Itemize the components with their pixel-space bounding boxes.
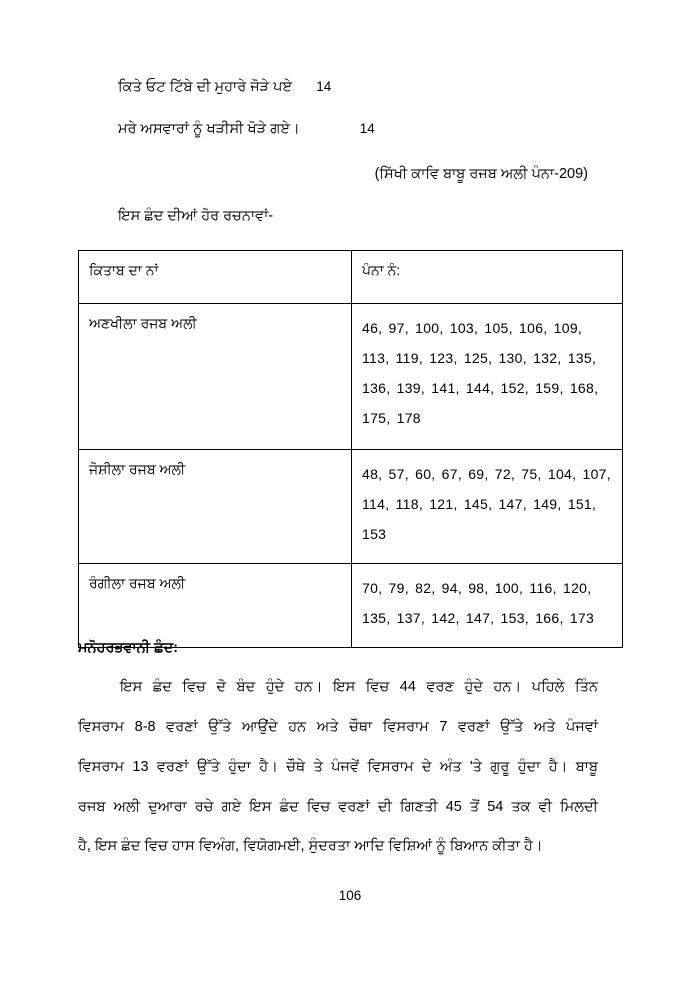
table-header-row: [79, 251, 623, 304]
page-numbers-text: 48, 57, 60, 67, 69, 72, 75, 104, 107, 114, 118, 121, 145, 147, 149, 151, 153: [362, 466, 611, 543]
verse-line-text: ਕਿਤੇ ਓਟ ਟਿੱਬੇ ਦੀ ਮੁਹਾਰੇ ਜੋੜੇ ਪਏ: [118, 79, 293, 95]
verse-block: [78, 78, 598, 161]
table-cell-page-numbers: [352, 304, 623, 450]
paragraph-line: ਵਿਸਰਾਮ 8-8 ਵਰਣਾਂ ਉੱਤੇ ਆਉਂਦੇ ਹਨ ਅਤੇ ਚੌਥਾ ਵਿਸਰਾਮ 7 ਵਰਣਾਂ ਉੱਤੇ ਅਤੇ ਪੰਜਵਾਂ: [78, 718, 598, 735]
verse-citation: (ਸਿੱਖੀ ਕਾਵਿ ਬਾਬੂ ਰਜਬ ਅਲੀ ਪੰਨਾ-209): [374, 166, 588, 182]
table-cell-book-name: [79, 304, 352, 450]
table-header-cell-page-no: [352, 251, 623, 304]
table-cell-page-numbers: [352, 564, 623, 648]
page-numbers-text: 46, 97, 100, 103, 105, 106, 109, 113, 119, 123, 125, 130, 132, 135, 136, 139, 141, 144, 152, 159, 168, 175, 178: [362, 320, 599, 427]
table-cell-book-name: [79, 450, 352, 564]
book-name-text: ਜੋਸ਼ੀਲਾ ਰਜਬ ਅਲੀ: [89, 461, 186, 477]
table-intro-line: ਇਸ ਛੰਦ ਦੀਆਂ ਹੋਰ ਰਚਨਾਵਾਂ-: [118, 208, 274, 224]
verse-line-count: 14: [316, 79, 332, 94]
paragraph-line: ਵਿਸਰਾਮ 13 ਵਰਣਾਂ ਉੱਤੇ ਹੁੰਦਾ ਹੈ। ਚੌਥੇ ਤੇ ਪੰਜਵੇਂ ਵਿਸਰਾਮ ਦੇ ਅੰਤ 'ਤੇ ਗੁਰੂ ਹੁੰਦਾ ਹੈ। ਬਾਬੂ: [78, 758, 598, 775]
verse-line: [78, 120, 598, 140]
paragraph-line: ਇਸ ਛੰਦ ਵਿਚ ਦੋ ਬੰਦ ਹੁੰਦੇ ਹਨ। ਇਸ ਵਿਚ 44 ਵਰਣ ਹੁੰਦੇ ਹਨ। ਪਹਿਲੇ ਤਿੰਨ: [120, 679, 598, 695]
table-row: [79, 450, 623, 564]
verse-line-text: ਮਰੇ ਅਸਵਾਰਾਂ ਨੂੰ ਖੜੀਸੀ ਖੋੜੇ ਗਏ।: [118, 120, 300, 137]
page-numbers-text: 70, 79, 82, 94, 98, 100, 116, 120, 135, 137, 142, 147, 153, 166, 173: [362, 580, 595, 627]
table-header-cell-book-name: [79, 251, 352, 304]
table-cell-book-name: [79, 564, 352, 648]
book-pages-table: [78, 250, 623, 648]
paragraph-line: ਹੈ, ਇਸ ਛੰਦ ਵਿਚ ਹਾਸ ਵਿਅੰਗ, ਵਿਯੋਗਮਈ, ਸੁੰਦਰਤਾ ਆਦਿ ਵਿਸ਼ਿਆਂ ਨੂੰ ਬਿਆਨ ਕੀਤਾ ਹੈ।: [78, 838, 543, 855]
table-row: [79, 564, 623, 648]
body-paragraph: [78, 678, 598, 877]
table-cell-page-numbers: [352, 450, 623, 564]
table-header-text: ਕਿਤਾਬ ਦਾ ਨਾਂ: [89, 262, 159, 278]
paragraph-line: ਰਜਬ ਅਲੀ ਦੁਆਰਾ ਰਚੇ ਗਏ ਇਸ ਛੰਦ ਵਿਚ ਵਰਣਾਂ ਦੀ ਗਿਣਤੀ 45 ਤੋਂ 54 ਤਕ ਵੀ ਮਿਲਦੀ: [78, 798, 598, 815]
verse-line-count: 14: [359, 120, 375, 136]
table-row: [79, 304, 623, 450]
section-heading: ਮਨੋਹਰਭਵਾਨੀ ਛੰਦ:: [78, 640, 179, 656]
book-name-text: ਅਣਖੀਲਾ ਰਜਬ ਅਲੀ: [89, 315, 197, 331]
page-number: 106: [338, 888, 362, 903]
book-name-text: ਰੰਗੀਲਾ ਰਜਬ ਅਲੀ: [89, 575, 186, 592]
table-header-text: ਪੰਨਾ ਨੰ:: [362, 262, 401, 278]
verse-line: [78, 78, 598, 98]
